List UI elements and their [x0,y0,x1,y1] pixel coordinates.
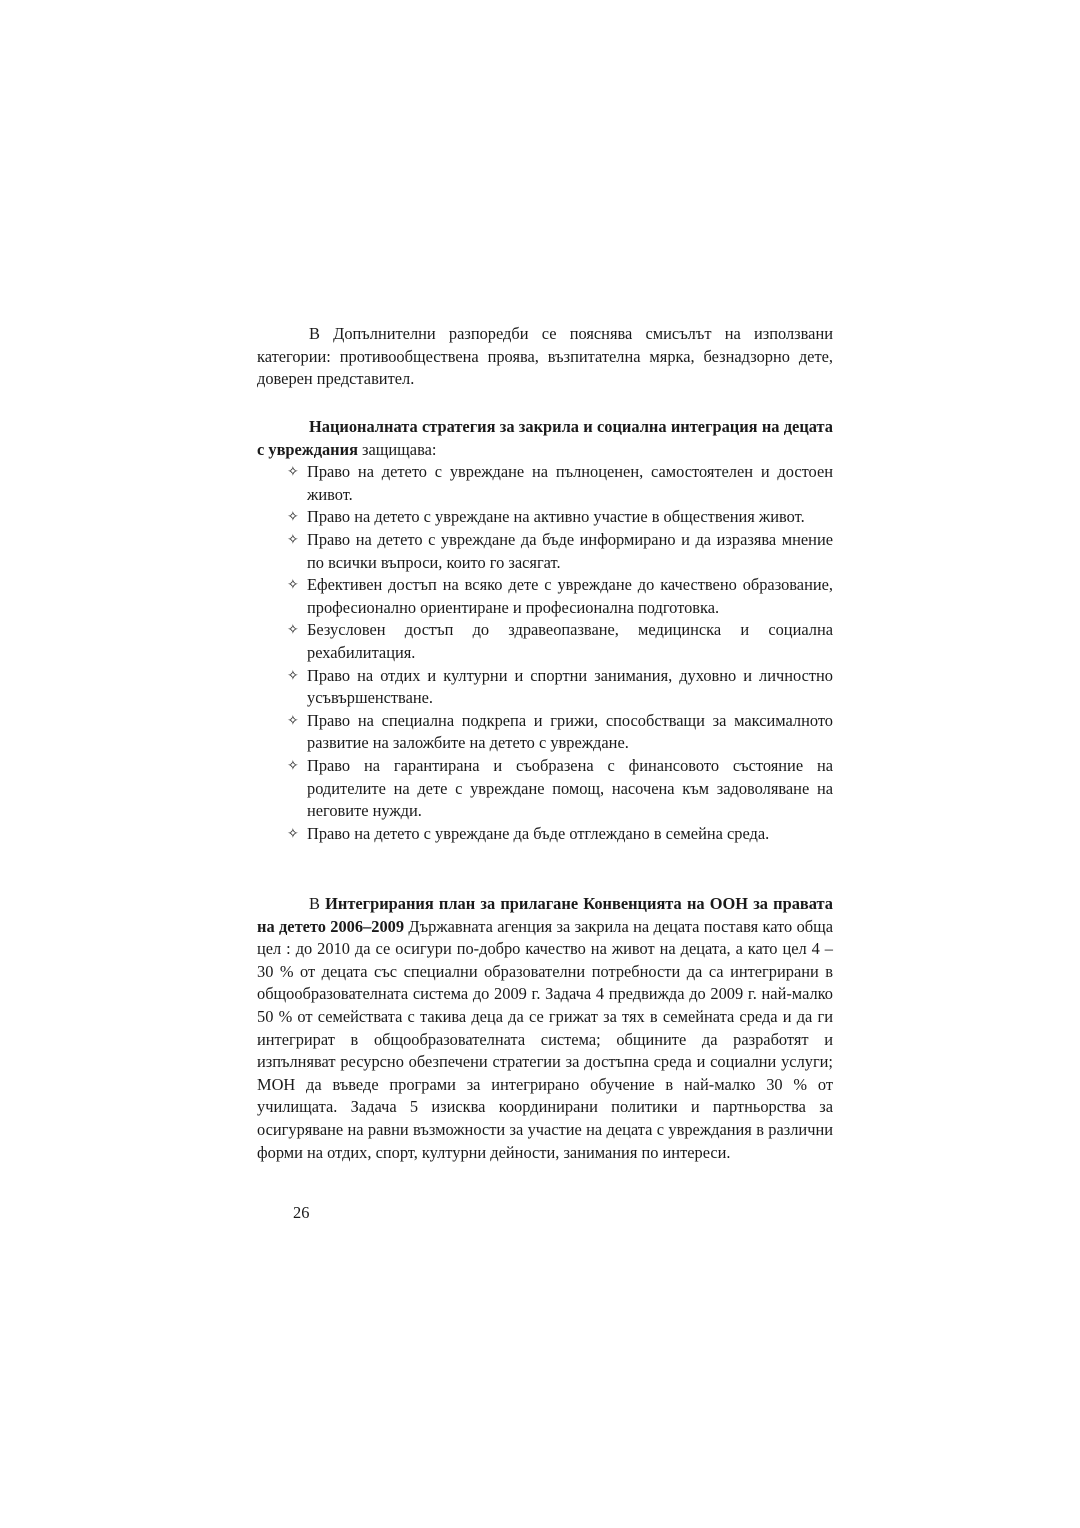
strategy-intro-rest: защищава: [357,439,437,459]
list-item: ✧ Право на детето с увреждане на пълноценен, самостоятелен и достоен живот. [287,462,833,504]
list-item: ✧ Ефективен достъп на всяко дете с увреждане до качествено образование, професионално ориентиране и професионална подготовка. [287,575,833,617]
sparkle-bullet-icon: ✧ [287,622,299,639]
sparkle-bullet-icon: ✧ [287,667,299,684]
list-item: ✧ Право на специална подкрепа и грижи, способстващи за максималното развитие на заложбите на детето с увреждане. [287,710,833,753]
paragraph-national-strategy [257,416,833,845]
sparkle-bullet-icon: ✧ [287,712,299,729]
list-item: ✧ Безусловен достъп до здравеопазване, медицинска и социална рехабилитация. [287,620,833,662]
paragraph-text: В Допълнителни разпоредби се пояснява смисълът на използвани категории: противообществена проява, възпитателна мярка, безнадзорно дете, доверен представител. [257,324,833,389]
plan-title: Интегрирания план за прилагане Конвенцията на ООН за правата на детето 2006–2009 [257,894,834,936]
sparkle-bullet-icon: ✧ [287,825,299,842]
strategy-intro [257,416,833,461]
list-item: ✧ Право на отдих и културни и спортни занимания, духовно и личностно усъвършенстване. [287,665,833,708]
sparkle-bullet-icon: ✧ [287,531,299,548]
list-item: ✧ Право на детето с увреждане да бъде информирано и да изразява мнение по всички въпроси, които го засягат. [287,529,833,572]
sparkle-bullet-icon: ✧ [287,577,299,594]
strategy-title: Националната стратегия за закрила и социална интеграция на децата с увреждания [257,417,833,459]
page-number: 26 [293,1203,310,1222]
sparkle-bullet-icon: ✧ [287,509,299,526]
list-item: ✧ Право на детето с увреждане да бъде отглеждано в семейна среда. [257,823,833,846]
paragraph-integrated-plan [257,893,833,1164]
plan-text: В Интегрирания план за прилагане Конвенцията на ООН за правата на детето 2006–2009 Държавната агенция за закрила на децата поставя като обща цел : до 2010 да се осигури по-добро качество на живот на децата, а като цел 4 – 30 % от децата със специални образователни потребности да са интегрирани в общообразователната система до 2009 г. Задача 4 предвижда до 2009 г. най-малко 50 % от семействата с такива деца да се грижат за тях в семейната среда и да ги интегрират в общообразователната система; общините да разработят и изпълняват ресурсно обезпечени стратегии за достъпна среда и социални услуги; МОН да въведе програми за интегрирано обучение в най-малко 30 % от училищата. Задача 5 изисква координирани политики и партньорства за осигуряване на равни възможности за участие на децата с увреждания в различни форми на отдих, спорт, културни дейности, занимания по интереси. [257,894,834,1162]
paragraph-supplementary-provisions [257,323,833,391]
sparkle-bullet-icon: ✧ [287,757,299,774]
list-item: ✧ Право на гарантирана и съобразена с финансовото състояние на родителите на дете с увреждане помощ, насочена към задоволяване на неговите нужди. [287,755,833,821]
rights-list [257,461,833,845]
list-item: ✧ Право на детето с увреждане на активно участие в обществения живот. [257,506,833,529]
sparkle-bullet-icon: ✧ [287,464,299,481]
